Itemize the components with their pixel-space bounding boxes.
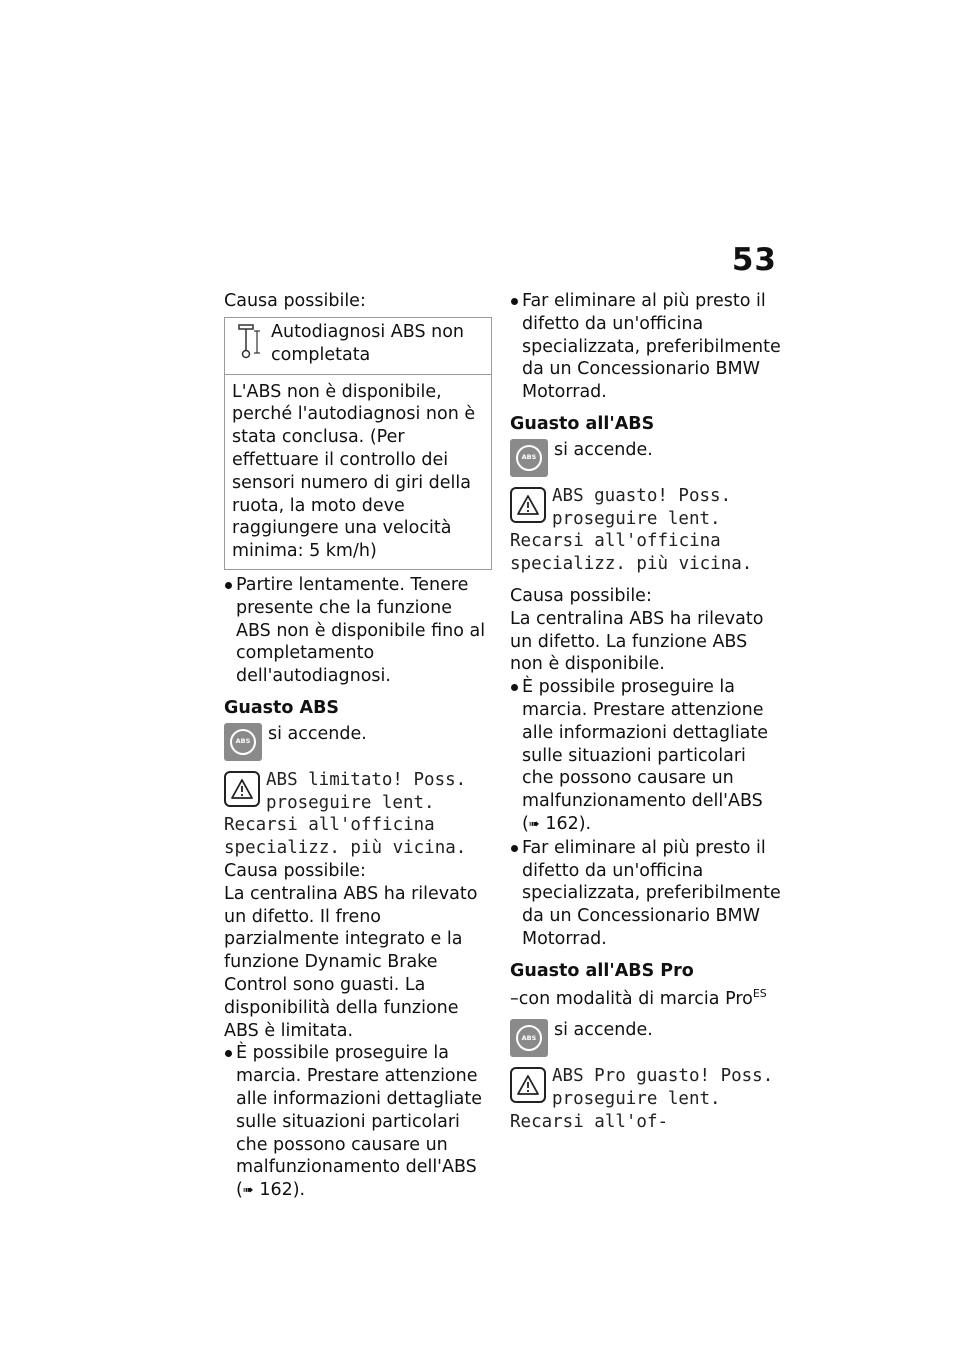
abs-warning-row (510, 1019, 782, 1057)
page-reference[interactable]: 162). (259, 1180, 306, 1201)
cause-label: Causa possibile: (510, 585, 652, 606)
info-box-header (225, 318, 491, 375)
page-reference[interactable]: 162). (545, 813, 592, 834)
cause-text: La centralina ABS ha rilevato un difetto. La funzione ABS non è disponibile. (510, 608, 764, 675)
display-text: ABS limitato! Poss. proseguire lent. Recarsi all'officina specializz. più vicina. (224, 769, 467, 859)
list-item: È possibile proseguire la marcia. Prestare attenzione alle informazioni dettagliate sulle situazioni particolari che possono causare un malfunzionamento dell'ABS (➠ 162). (510, 676, 782, 837)
cause-label: Causa possibile: (224, 860, 366, 881)
info-box (224, 317, 492, 570)
mode-superscript: ES (752, 986, 767, 1000)
display-text: ABS guasto! Poss. proseguire lent. Recarsi all'officina specializz. più vicina. (510, 485, 753, 575)
right-column (510, 290, 782, 1134)
reference-arrow-icon: ➠ (242, 1183, 254, 1199)
section-heading: Guasto ABS (224, 697, 340, 718)
display-message (224, 769, 492, 860)
list-item: Far eliminare al più presto il difetto da un'officina specializzata, preferibilmente da un Concessionario BMW Motorrad. (510, 290, 782, 404)
cause-text: La centralina ABS ha rilevato un difetto. Il freno parzialmente integrato e la funzione Dynamic Brake Control sono guasti. La disponibilità della funzione ABS è limitata. (224, 883, 478, 1041)
left-column (224, 290, 492, 1203)
section-heading: Guasto all'ABS (510, 413, 655, 434)
lights-up-text: si accende. (554, 439, 653, 460)
info-box-title: Autodiagnosi ABS non completata (271, 321, 465, 365)
section-heading: Guasto all'ABS Pro (510, 960, 694, 981)
abs-warning-row (510, 439, 782, 477)
warning-triangle-icon (510, 1067, 546, 1103)
abs-icon: ABS (510, 1019, 548, 1057)
warning-triangle-icon (510, 487, 546, 523)
abs-icon: ABS (224, 723, 262, 761)
list-item: È possibile proseguire la marcia. Prestare attenzione alle informazioni dettagliate sulle situazioni particolari che possono causare un malfunzionamento dell'ABS (➠ 162). (224, 1042, 492, 1203)
list-item: Far eliminare al più presto il difetto da un'officina specializzata, preferibilmente da un Concessionario BMW Motorrad. (510, 837, 782, 951)
page-number: 53 (731, 242, 777, 278)
display-text: ABS Pro guasto! Poss. proseguire lent. Recarsi all'of- (510, 1066, 774, 1132)
display-message (510, 485, 782, 576)
display-message (510, 1065, 782, 1133)
abs-warning-row (224, 723, 492, 761)
list-item: Partire lentamente. Tenere presente che la funzione ABS non è disponibile fino al completamento dell'autodiagnosi. (224, 574, 492, 688)
lights-up-text: si accende. (554, 1020, 653, 1041)
cause-label: Causa possibile: (224, 291, 366, 311)
info-box-body: L'ABS non è disponibile, perché l'autodiagnosi non è stata conclusa. (Per effettuare il controllo dei sensori numero di giri della ruota, la moto deve raggiungere una velocità minima: 5 km/h) (232, 381, 476, 562)
lights-up-text: si accende. (268, 723, 367, 744)
warning-triangle-icon (224, 771, 260, 807)
abs-icon: ABS (510, 439, 548, 477)
mode-text: –con modalità di marcia Pro$^{ES}$ (510, 986, 767, 1009)
diagnosis-icon (233, 321, 263, 368)
reference-arrow-icon: ➠ (528, 816, 540, 832)
